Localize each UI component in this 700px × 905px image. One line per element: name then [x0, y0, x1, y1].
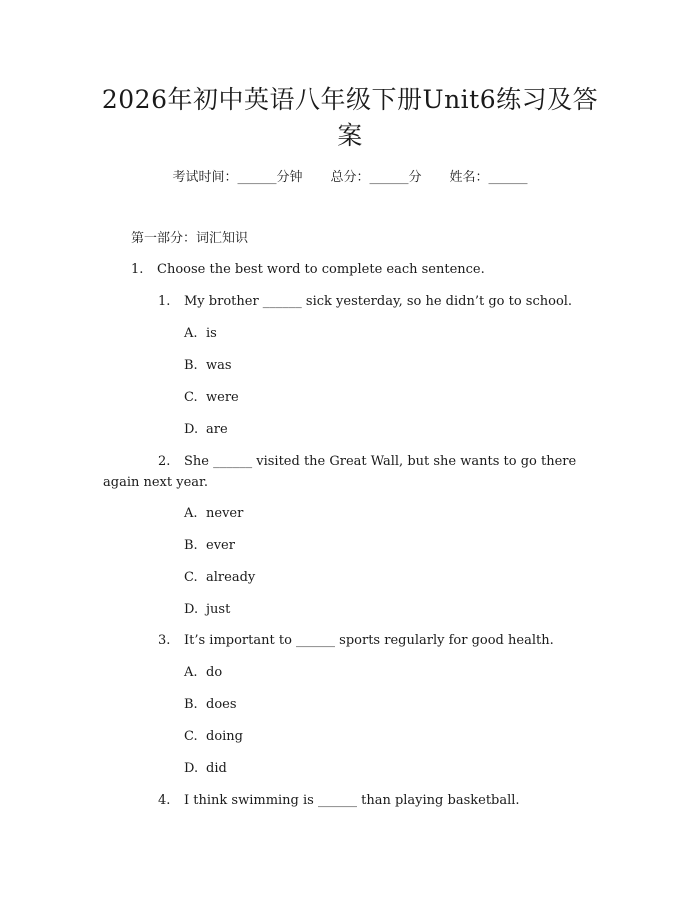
option-text: never — [206, 506, 244, 521]
option-1d — [184, 421, 228, 439]
question-group-number: 1. — [131, 262, 144, 277]
option-letter: C. — [184, 390, 198, 405]
option-text: is — [206, 326, 217, 341]
option-text: were — [206, 390, 239, 405]
option-2a — [184, 505, 243, 523]
option-text: do — [206, 665, 223, 680]
option-letter: B. — [184, 697, 198, 712]
option-letter: A. — [184, 506, 198, 521]
option-3c — [184, 728, 243, 746]
option-2d — [184, 601, 230, 619]
option-letter: C. — [184, 570, 198, 585]
question-2 — [158, 453, 576, 471]
option-text: was — [206, 358, 232, 373]
option-2c — [184, 569, 255, 587]
option-letter: D. — [184, 422, 199, 437]
question-number: 3. — [158, 633, 171, 648]
question-number: 1. — [158, 294, 171, 309]
option-letter: D. — [184, 602, 199, 617]
option-2b — [184, 537, 235, 555]
option-text: already — [206, 570, 256, 585]
option-1c — [184, 389, 239, 407]
option-3a — [184, 664, 222, 682]
option-letter: B. — [184, 538, 198, 553]
option-text: ever — [206, 538, 235, 553]
question-text: I think swimming is ______ than playing basketball. — [184, 793, 520, 808]
option-1a — [184, 325, 217, 343]
exam-time-field: 考试时间：______分钟 — [172, 170, 303, 185]
option-letter: A. — [184, 665, 198, 680]
total-score-field: 总分：______分 — [330, 170, 422, 185]
option-text: does — [206, 697, 237, 712]
question-group-instruction — [131, 261, 485, 279]
option-text: doing — [206, 729, 244, 744]
question-number: 2. — [158, 454, 171, 469]
question-3 — [158, 632, 554, 650]
option-letter: C. — [184, 729, 198, 744]
question-group-text: Choose the best word to complete each sentence. — [157, 262, 485, 277]
option-3d — [184, 760, 227, 778]
exam-meta — [0, 169, 700, 187]
page-title: 2026年初中英语八年级下册Unit6练习及答案 — [101, 85, 599, 150]
student-name-field: 姓名：______ — [449, 170, 528, 185]
option-text: are — [206, 422, 228, 437]
question-2-continuation: again next year. — [103, 475, 208, 490]
option-1b — [184, 357, 232, 375]
option-text: just — [206, 602, 231, 617]
question-4 — [158, 792, 520, 810]
question-text: It’s important to ______ sports regularly for good health. — [184, 633, 554, 648]
question-text: She ______ visited the Great Wall, but she wants to go there — [184, 454, 577, 469]
question-number: 4. — [158, 793, 171, 808]
question-text: My brother ______ sick yesterday, so he didn’t go to school. — [184, 294, 573, 309]
option-letter: D. — [184, 761, 199, 776]
section-heading: 第一部分：词汇知识 — [131, 231, 249, 246]
option-letter: A. — [184, 326, 198, 341]
option-3b — [184, 696, 237, 714]
option-text: did — [206, 761, 227, 776]
option-letter: B. — [184, 358, 198, 373]
question-1 — [158, 293, 572, 311]
